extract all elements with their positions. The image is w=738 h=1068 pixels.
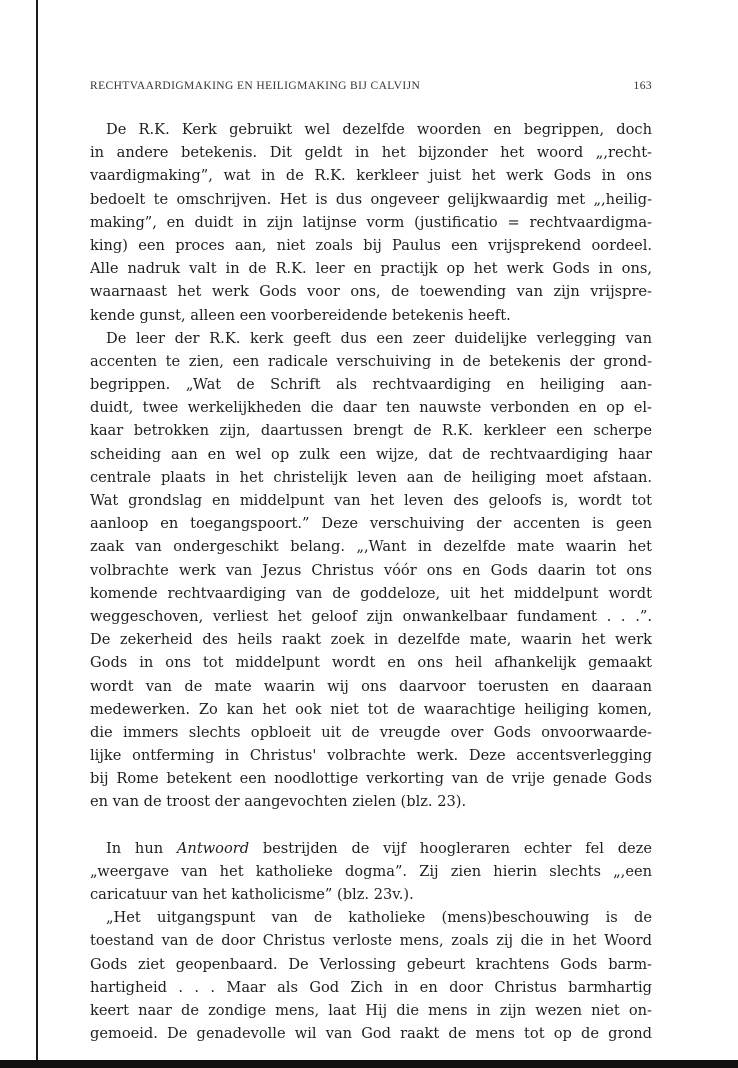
text-line: aanloop en toegangspoort.” Deze verschuiving der accenten is geen [90,515,652,533]
text-line: medewerken. Zo kan het ook niet tot de waarachtige heiliging komen, [90,700,652,718]
text-line: Gods ziet geopenbaard. De Verlossing gebeurt krachtens Gods barm- [90,955,652,973]
text-line: De R.K. Kerk gebruikt wel dezelfde woorden en begrippen, doch [106,121,652,138]
text-line: king) een proces aan, niet zoals bij Paulus een vrijsprekend oordeel. [90,236,652,254]
text-line: Wat grondslag en middelpunt van het leven des geloofs is, wordt tot [90,492,652,509]
text-line: begrippen. „Wat de Schrift als rechtvaardiging en heiliging aan- [90,376,652,394]
page-number: 163 [633,80,652,92]
text-line: hartigheid . . . Maar als God Zich in en door Christus barmhartig [90,978,652,996]
text-line: wordt van de mate waarin wij ons daarvoor toerusten en daaraan [90,677,652,695]
paragraph [90,837,652,907]
italic-title: Antwoord [176,839,250,857]
text-line: De leer der R.K. kerk geeft dus een zeer duidelijke verlegging van [106,329,652,347]
page-body [90,118,652,1045]
book-page [90,80,652,1045]
text-line: „weergave van het katholieke dogma”. Zij zien hierin slechts „,een [90,862,652,880]
text-line [90,837,652,860]
running-title: RECHTVAARDIGMAKING EN HEILIGMAKING BIJ CALVIJN [90,80,421,92]
text-line: zaak van ondergeschikt belang. „,Want in dezelfde mate waarin het [90,538,652,556]
text-line: caricatuur van het katholicisme” (blz. 23v.). [90,886,414,903]
line-suffix: bestrijden de vijf hoogleraren echter fel deze [249,839,652,857]
text-line: bij Rome betekent een noodlottige verkorting van de vrije genade Gods [90,770,652,788]
paragraph [90,906,652,1045]
text-line: die immers slechts opbloeit uit de vreugde over Gods onvoorwaarde- [90,723,652,741]
text-line: in andere betekenis. Dit geldt in het bijzonder het woord „,recht- [90,144,652,162]
paragraph [90,327,652,814]
text-line: accenten te zien, een radicale verschuiving in de betekenis der grond- [90,352,652,370]
text-line: De zekerheid des heils raakt zoek in dezelfde mate, waarin het werk [90,631,652,649]
text-line: weggeschoven, verliest het geloof zijn onwankelbaar fundament . . .”. [90,607,652,625]
text-line: Alle nadruk valt in de R.K. leer en practijk op het werk Gods in ons, [90,260,652,278]
scan-bottom-border [0,1060,738,1068]
text-line: centrale plaats in het christelijk leven aan de heiliging moet afstaan. [90,468,652,486]
paragraph-gap [90,814,652,837]
text-line: lijke ontferming in Christus' volbrachte werk. Deze accentsverlegging [90,747,652,765]
text-line: „Het uitgangspunt van de katholieke (mens)beschouwing is de [106,909,652,927]
text-line: kende gunst, alleen een voorbereidende betekenis heeft. [90,306,511,324]
text-line: vaardigmaking”, wat in de R.K. kerkleer juist het werk Gods in ons [90,167,652,185]
text-line: gemoeid. De genadevolle wil van God raakt de mens tot op de grond [90,1025,652,1043]
paragraph [90,118,652,327]
text-line: bedoelt te omschrijven. Het is dus ongeveer gelijkwaardig met „,heilig- [90,190,652,208]
text-line: waarnaast het werk Gods voor ons, de toewending van zijn vrijspre- [90,283,652,301]
text-line: duidt, twee werkelijkheden die daar ten nauwste verbonden en op el- [90,399,652,417]
text-line: komende rechtvaardiging van de goddeloze, uit het middelpunt wordt [90,584,652,602]
text-line: volbrachte werk van Jezus Christus vóór ons en Gods daarin tot ons [90,561,652,579]
text-line: toestand van de door Christus verloste mens, zoals zij die in het Woord [90,932,652,950]
running-header [90,80,652,104]
text-line: kaar betrokken zijn, daartussen brengt de R.K. kerkleer een scherpe [90,422,652,440]
scan-left-margin [0,0,38,1068]
line-prefix: In hun [106,839,177,857]
text-line: scheiding aan en wel op zulk een wijze, dat de rechtvaardiging haar [90,445,652,463]
page-edge-line [36,0,38,1068]
text-line: Gods in ons tot middelpunt wordt en ons heil afhankelijk gemaakt [90,654,652,672]
text-line: making”, en duidt in zijn latijnse vorm (justificatio = rechtvaardigma- [90,213,652,231]
text-line: en van de troost der aangevochten zielen (blz. 23). [90,793,467,811]
text-line: keert naar de zondige mens, laat Hij die mens in zijn wezen niet on- [90,1001,652,1019]
